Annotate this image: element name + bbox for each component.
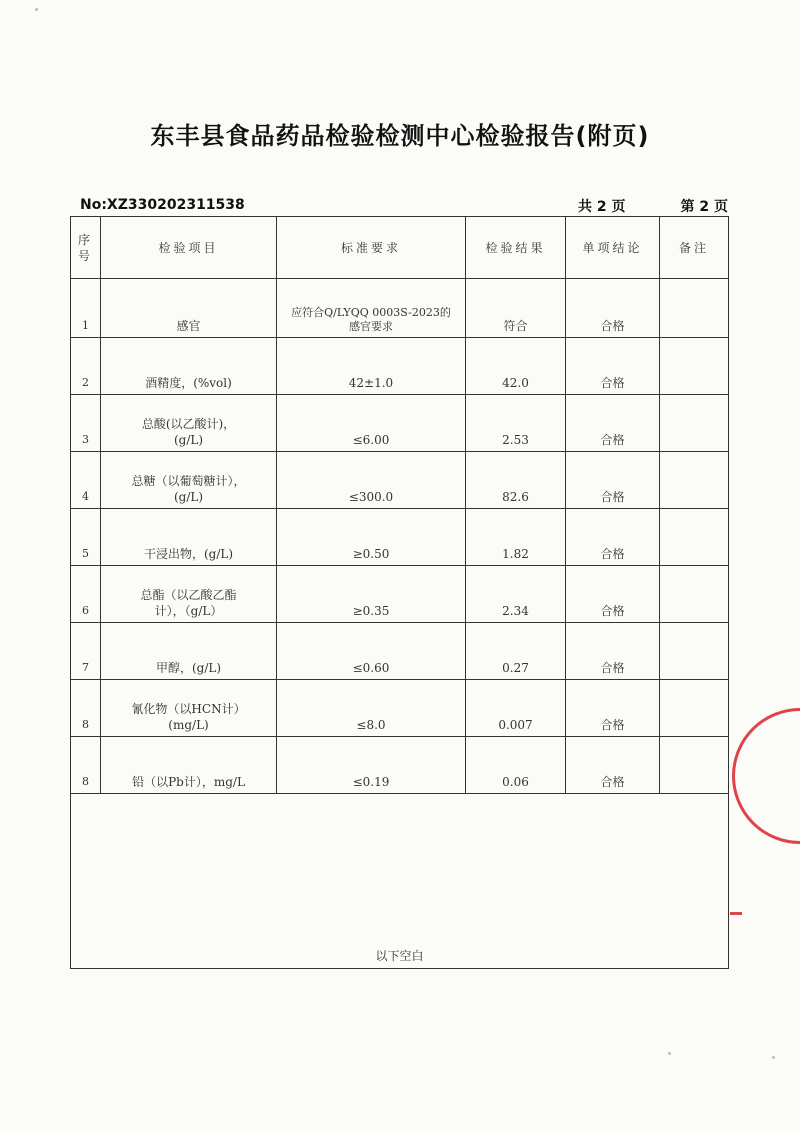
row-conclusion: 合格 xyxy=(600,547,625,561)
row-seq: 8 xyxy=(82,718,89,731)
row-conclusion: 合格 xyxy=(600,718,625,732)
row-seq: 8 xyxy=(82,775,89,788)
row-conclusion: 合格 xyxy=(600,319,625,333)
column-header-conclusion: 单项结论 xyxy=(566,217,660,279)
row-result: 0.27 xyxy=(502,661,529,675)
seal-mark xyxy=(730,912,742,915)
row-conclusion: 合格 xyxy=(600,661,625,675)
official-seal-stamp xyxy=(732,708,800,844)
row-conclusion: 合格 xyxy=(600,433,625,447)
row-item: 干浸出物，(g/L) xyxy=(143,547,234,561)
total-pages: 共 2 页 xyxy=(578,199,626,215)
row-standard: ≤0.19 xyxy=(352,775,390,789)
page-indicator xyxy=(578,196,728,216)
row-result: 0.06 xyxy=(502,775,529,789)
row-standard: ≤0.60 xyxy=(352,661,390,675)
row-conclusion: 合格 xyxy=(600,490,625,504)
row-standard: ≤300.0 xyxy=(348,490,394,504)
row-item: 氰化物（以HCN计） (mg/L) xyxy=(131,702,246,732)
table-row xyxy=(71,566,729,623)
table-row xyxy=(71,737,729,794)
row-standard: ≤8.0 xyxy=(356,718,386,732)
column-header-item: 检验项目 xyxy=(101,217,277,279)
table-row xyxy=(71,680,729,737)
table-row xyxy=(71,279,729,338)
row-conclusion: 合格 xyxy=(600,604,625,618)
column-header-result: 检验结果 xyxy=(466,217,566,279)
table-row xyxy=(71,338,729,395)
scan-speck xyxy=(668,1052,671,1055)
row-result: 0.007 xyxy=(498,718,533,732)
row-standard: 应符合Q/LYQQ 0003S-2023的 感官要求 xyxy=(291,306,451,333)
column-header-remark: 备注 xyxy=(660,217,729,279)
blank-note-row xyxy=(71,794,729,969)
scan-speck xyxy=(772,1056,775,1059)
table-header-row xyxy=(71,217,729,279)
row-item: 总糖（以葡萄糖计）， (g/L) xyxy=(131,474,246,504)
row-standard: 42±1.0 xyxy=(348,376,394,390)
row-item: 感官 xyxy=(176,319,201,333)
row-result: 2.53 xyxy=(502,433,529,447)
inspection-table xyxy=(70,216,729,969)
row-conclusion: 合格 xyxy=(600,376,625,390)
row-result: 82.6 xyxy=(502,490,529,504)
row-seq: 7 xyxy=(82,661,89,674)
row-standard: ≥0.35 xyxy=(352,604,390,618)
row-item: 铅（以Pb计），mg/L xyxy=(132,775,245,789)
footer-note: 以下空白 xyxy=(375,949,424,963)
row-item: 甲醇，(g/L) xyxy=(155,661,222,675)
report-title: 东丰县食品药品检验检测中心检验报告(附页) xyxy=(150,122,650,150)
row-seq: 3 xyxy=(82,433,89,446)
table-row xyxy=(71,623,729,680)
report-number: No:XZ330202311538 xyxy=(80,197,245,213)
row-standard: ≤6.00 xyxy=(352,433,390,447)
row-result: 1.82 xyxy=(502,547,529,561)
row-result: 符合 xyxy=(503,319,528,333)
row-standard: ≥0.50 xyxy=(352,547,390,561)
table-row xyxy=(71,509,729,566)
row-seq: 4 xyxy=(82,490,89,503)
row-seq: 2 xyxy=(82,376,89,389)
row-item: 总酯（以乙酸乙酯 计），（g/L） xyxy=(140,588,237,618)
row-item: 酒精度，(%vol) xyxy=(145,376,232,390)
column-header-seq: 序 号 xyxy=(71,217,101,279)
current-page: 第 2 页 xyxy=(680,199,728,215)
row-result: 2.34 xyxy=(502,604,529,618)
column-header-standard: 标准要求 xyxy=(277,217,466,279)
row-seq: 5 xyxy=(82,547,89,560)
row-seq: 6 xyxy=(82,604,89,617)
row-conclusion: 合格 xyxy=(600,775,625,789)
row-result: 42.0 xyxy=(502,376,529,390)
row-seq: 1 xyxy=(82,319,89,332)
row-item: 总酸(以乙酸计)， (g/L) xyxy=(141,417,236,447)
scan-speck xyxy=(35,8,38,11)
table-row xyxy=(71,395,729,452)
table-row xyxy=(71,452,729,509)
